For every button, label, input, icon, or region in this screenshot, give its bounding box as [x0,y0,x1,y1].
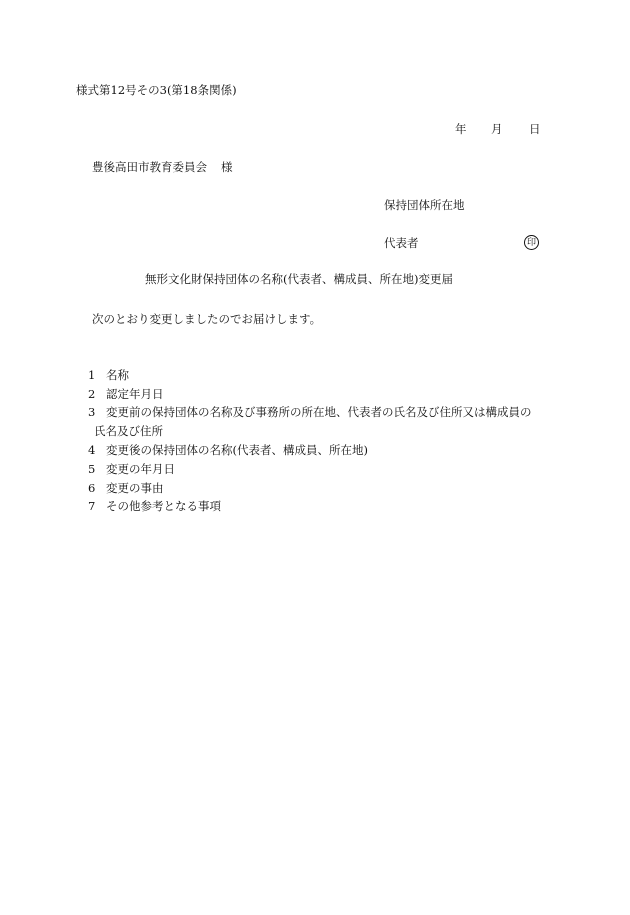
item-text: 認定年月日 [106,387,164,401]
item-text: 変更後の保持団体の名称(代表者、構成員、所在地) [106,443,368,457]
date-line [455,124,541,136]
item-number: 3 [88,405,96,419]
date-month-label: 月 [491,122,503,136]
list-item [88,464,175,476]
item-text: 変更の年月日 [106,462,175,476]
item-number: 6 [88,481,96,495]
item-number: 5 [88,462,96,476]
item-number: 2 [88,387,96,401]
item-number: 7 [88,499,96,513]
addressee-name: 豊後高田市教育委員会 [92,160,207,174]
item-text-continuation: 氏名及び住所 [94,424,163,438]
form-number: 様式第12号その3(第18条関係) [76,83,237,97]
item-text: 名称 [106,368,129,382]
item-number: 1 [88,368,96,382]
document-title: 無形文化財保持団体の名称(代表者、構成員、所在地)変更届 [145,272,453,286]
addressee-honorific: 様 [221,160,233,174]
list-item [88,370,129,382]
addressee [92,162,233,174]
date-day-label: 日 [529,122,541,136]
item-text: その他参考となる事項 [106,499,221,513]
list-item [88,483,164,495]
org-address-label: 保持団体所在地 [384,198,465,212]
date-year-label: 年 [455,122,467,136]
list-item [88,407,532,419]
list-item [88,501,221,513]
seal-icon: 印 [524,235,539,250]
list-item [88,445,368,457]
item-text: 変更の事由 [106,481,164,495]
item-number: 4 [88,443,96,457]
item-text: 変更前の保持団体の名称及び事務所の所在地、代表者の氏名及び住所又は構成員の [106,405,532,419]
list-item [88,389,164,401]
representative-label: 代表者 [384,236,419,250]
intro-text: 次のとおり変更しましたのでお届けします。 [92,312,322,326]
